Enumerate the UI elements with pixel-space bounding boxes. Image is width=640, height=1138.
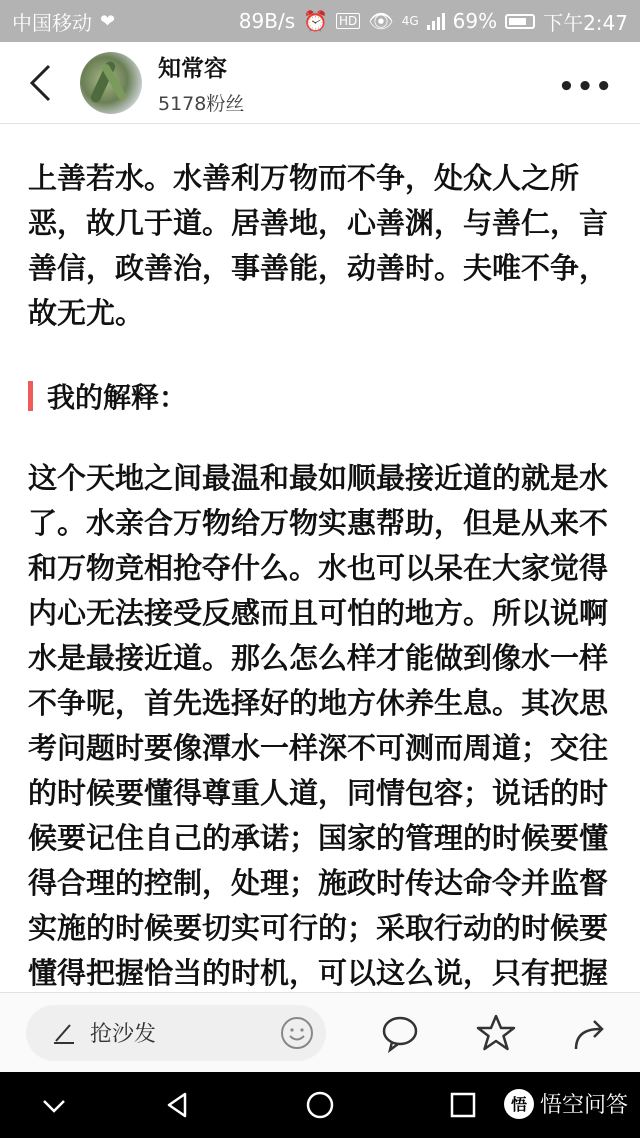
author-name[interactable]: 知常容 <box>158 55 227 82</box>
watermark <box>504 1088 628 1119</box>
section-heading-text: 我的解释： <box>47 381 188 414</box>
follower-count: 5178粉丝 <box>158 92 245 115</box>
nav-recents-icon[interactable] <box>449 1091 477 1119</box>
system-navigation-bar <box>0 1072 640 1138</box>
bottom-action-bar <box>0 992 640 1072</box>
star-icon[interactable] <box>476 1013 516 1053</box>
section-heading <box>28 374 618 418</box>
author-avatar[interactable] <box>80 52 142 114</box>
status-bar <box>0 0 640 42</box>
nav-home-icon[interactable] <box>306 1091 334 1119</box>
comment-input[interactable] <box>26 1005 326 1061</box>
alarm-icon: ⏰ <box>303 9 329 33</box>
clock: 下午2:47 <box>543 10 628 35</box>
signal-icon <box>427 12 445 30</box>
comment-icon[interactable] <box>380 1013 420 1053</box>
hd-icon: HD <box>336 13 360 29</box>
battery-percent: 69% <box>452 9 498 33</box>
chevron-down-icon[interactable] <box>40 1091 68 1119</box>
wukong-logo-icon: 悟 <box>504 1089 534 1119</box>
article-content <box>28 124 618 992</box>
pen-icon <box>52 1021 76 1045</box>
article-paragraph: 上善若水。水善利万物而不争，处众人之所恶，故几于道。居善地，心善渊，与善仁，言善信，政善治，事善能，动善时。夫唯不争，故无尤。 <box>28 161 609 330</box>
author-info[interactable] <box>158 50 244 116</box>
network-speed: 89B/s <box>238 9 296 33</box>
back-button[interactable] <box>0 42 80 124</box>
watermark-text: 悟空问答 <box>539 1093 628 1118</box>
eye-icon: 👁 <box>368 9 394 33</box>
heading-accent-bar <box>28 381 33 411</box>
carrier-label: 中国移动 <box>12 10 92 35</box>
comment-placeholder: 抢沙发 <box>90 1022 157 1047</box>
article-paragraph: 这个天地之间最温和最如顺最接近道的就是水了。水亲合万物给万物实惠帮助，但是从来不和万物竞相抢夺什么。水也可以呆在大家觉得内心无法接受反感而且可怕的地方。所以说啊水是最接近道。那么怎么样才能做到像水一样不争呢，首先选择好的地方休养生息。其次思考问题时要像潭水一样深不可测而周道；交往的时候要懂得尊重人道，同情包容；说话的时候要记住自己的承诺；国家的管理的时候要懂得合理的控制，处理；施政时传达命令并监督实施的时候要切实可行的；采取行动的时候要懂得把握恰当的时机，可以这么说，只有把握 <box>28 461 609 990</box>
share-icon[interactable] <box>570 1013 610 1053</box>
emoji-icon[interactable] <box>280 1016 314 1050</box>
back-arrow-icon <box>27 63 53 103</box>
battery-icon <box>505 14 535 29</box>
nav-back-icon[interactable] <box>163 1091 191 1119</box>
heart-icon: ❤ <box>100 10 116 32</box>
more-options-icon[interactable]: ••• <box>558 72 614 102</box>
network-type: 4G <box>401 14 419 28</box>
article-header <box>0 42 640 124</box>
